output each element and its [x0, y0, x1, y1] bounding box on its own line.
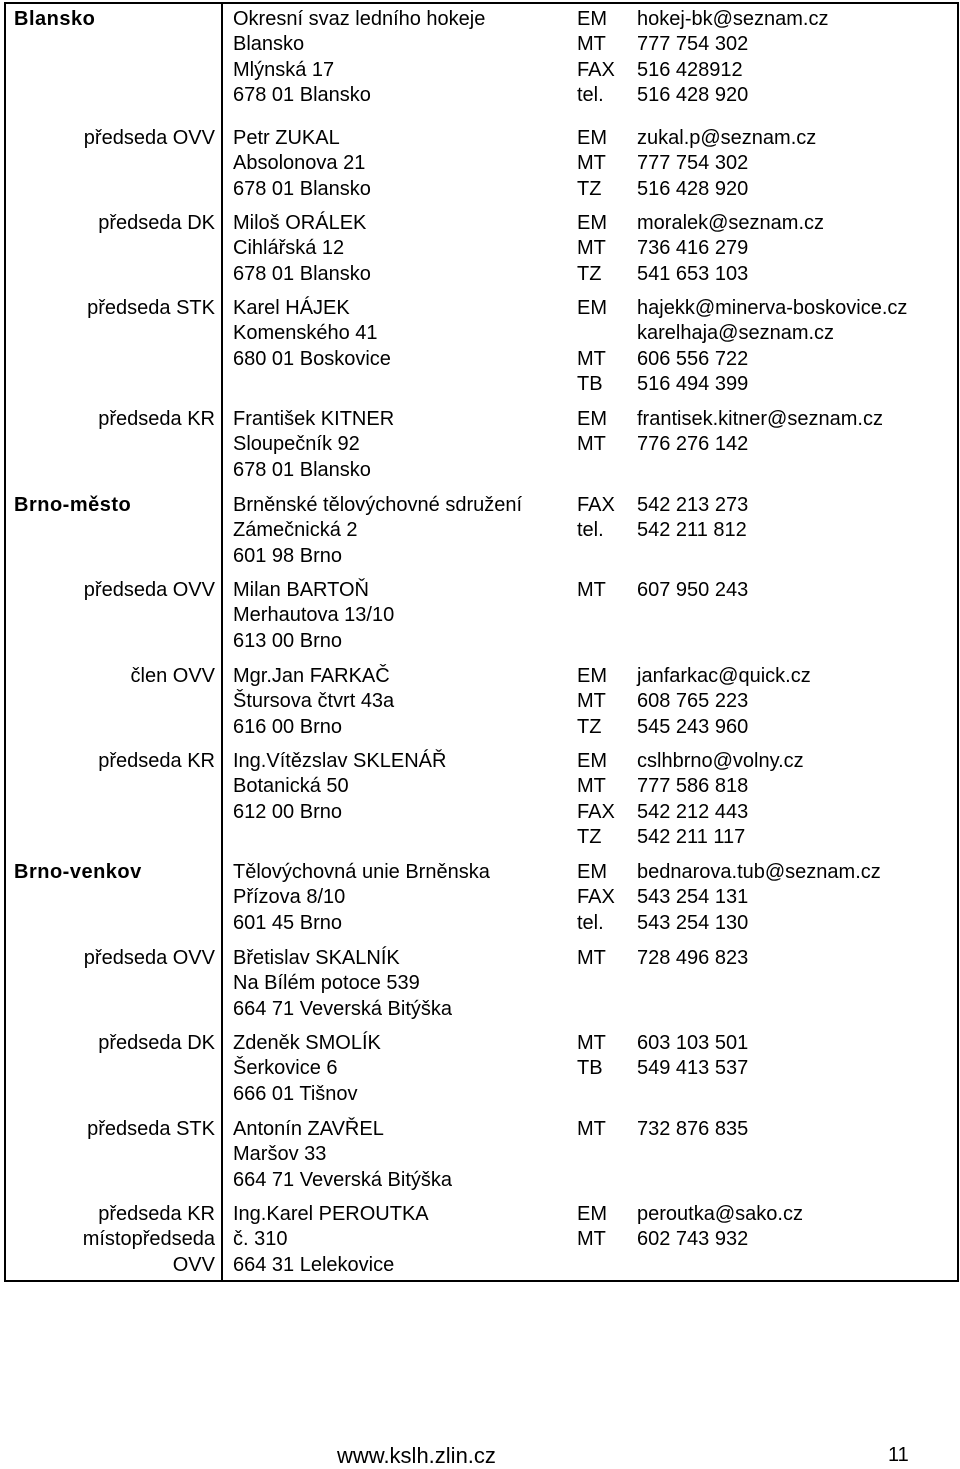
contact-line	[577, 1056, 957, 1081]
contact-line	[577, 211, 957, 236]
role-line: předseda KR	[98, 408, 215, 430]
phone-number: 603 103 501	[637, 1032, 749, 1054]
role-line: předseda OVV	[83, 947, 215, 969]
contacts-block	[561, 1117, 957, 1193]
role-label	[6, 1022, 223, 1108]
contact-line	[577, 262, 957, 287]
contact-type: MT	[577, 33, 606, 56]
role-label	[6, 1108, 223, 1193]
role-line: Blansko	[14, 8, 96, 30]
phone-number: 516 494 399	[637, 373, 749, 396]
organization-row	[6, 484, 957, 569]
phone-number: 728 496 823	[637, 947, 749, 969]
role-label	[6, 117, 223, 202]
contact-line	[577, 407, 957, 432]
contact-type: FAX	[577, 494, 615, 516]
contact-type: TB	[577, 1057, 603, 1080]
role-line: předseda OVV	[83, 579, 215, 601]
role-line: Brno-město	[14, 494, 132, 516]
contact-line	[577, 83, 957, 108]
phone-number: 602 743 932	[637, 1228, 749, 1251]
contact-type: TZ	[577, 177, 602, 200]
address-line: 601 45 Brno	[233, 911, 342, 934]
contact-line	[577, 493, 957, 518]
phone-number: 777 586 818	[637, 775, 749, 798]
address-line: 678 01 Blansko	[233, 262, 371, 285]
contact-line	[577, 296, 957, 321]
phone-number: 606 556 722	[637, 347, 749, 370]
contact-type: MT	[577, 1228, 606, 1251]
contact-line	[577, 1117, 957, 1142]
role-line: Brno-venkov	[14, 861, 142, 883]
contact-type: MT	[577, 152, 606, 175]
phone-number: 732 876 835	[637, 1118, 749, 1140]
address-line: 678 01 Blansko	[233, 458, 371, 481]
contact-line	[577, 715, 957, 740]
contact-line	[577, 1202, 957, 1227]
contact-line	[577, 58, 957, 83]
phone-number: 545 243 960	[637, 715, 749, 738]
address-block	[223, 1202, 561, 1280]
address-block	[223, 407, 561, 484]
contact-line	[577, 372, 957, 397]
contact-line	[577, 126, 957, 151]
contact-name: Miloš ORÁLEK	[233, 212, 367, 234]
address-line: Na Bílém potoce 539	[233, 972, 420, 995]
phone-number: 541 653 103	[637, 262, 749, 285]
role-label	[6, 398, 223, 484]
contact-type: EM	[577, 127, 607, 149]
contact-type: EM	[577, 408, 607, 430]
contacts-block	[561, 211, 957, 287]
address-block	[223, 664, 561, 740]
phone-number: 542 212 443	[637, 800, 749, 823]
contact-type: TZ	[577, 826, 602, 849]
contact-type: TB	[577, 373, 603, 396]
person-row	[6, 937, 957, 1022]
person-row	[6, 117, 957, 202]
phone-number: 516 428912	[637, 58, 743, 81]
role-label	[6, 1193, 223, 1280]
address-block	[223, 860, 561, 937]
contact-type: EM	[577, 1203, 607, 1225]
contact-type: EM	[577, 750, 607, 772]
contact-name: František KITNER	[233, 408, 395, 430]
address-line: Botanická 50	[233, 775, 349, 798]
contact-type: MT	[577, 1032, 606, 1054]
email-link[interactable]: peroutka@sako.cz	[637, 1203, 803, 1225]
contact-line	[577, 1227, 957, 1252]
email-link[interactable]: zukal.p@seznam.cz	[637, 127, 817, 149]
person-row	[6, 740, 957, 851]
role-label	[6, 937, 223, 1022]
address-block	[223, 493, 561, 569]
address-block	[223, 1117, 561, 1193]
contact-line	[577, 749, 957, 774]
role-line: předseda STK	[87, 297, 215, 319]
contacts-block	[561, 7, 957, 117]
district-name	[6, 4, 223, 117]
role-label	[6, 655, 223, 740]
person-row	[6, 202, 957, 287]
address-line: Komenského 41	[233, 322, 378, 345]
contacts-block	[561, 296, 957, 398]
email-link[interactable]: moralek@seznam.cz	[637, 212, 825, 234]
contact-line	[577, 321, 957, 346]
contacts-block	[561, 1202, 957, 1280]
contact-line	[577, 774, 957, 799]
contact-line	[577, 911, 957, 936]
contact-name: Zdeněk SMOLÍK	[233, 1032, 381, 1054]
person-row	[6, 1108, 957, 1193]
role-label	[6, 740, 223, 851]
phone-number: 542 211 117	[637, 826, 746, 849]
contact-type: MT	[577, 1118, 606, 1140]
address-block	[223, 749, 561, 851]
person-row	[6, 398, 957, 484]
address-line: 678 01 Blansko	[233, 84, 371, 107]
address-block	[223, 211, 561, 287]
address-block	[223, 126, 561, 202]
address-line: 601 98 Brno	[233, 544, 342, 567]
contact-name: Ing.Vítězslav SKLENÁŘ	[233, 750, 447, 772]
contact-line	[577, 946, 957, 971]
contact-line	[577, 825, 957, 850]
address-line: Štursova čtvrt 43a	[233, 690, 395, 713]
contact-line	[577, 518, 957, 543]
organization-row	[6, 851, 957, 937]
contact-name: Brněnské tělovýchovné sdružení	[233, 494, 523, 516]
contact-line	[577, 885, 957, 910]
contact-name: Milan BARTOŇ	[233, 579, 369, 601]
role-line: předseda KR	[98, 1203, 215, 1225]
district-name	[6, 484, 223, 569]
person-row	[6, 1193, 957, 1280]
person-row	[6, 569, 957, 655]
contact-line	[577, 664, 957, 689]
contact-line	[577, 7, 957, 32]
address-line: Merhautova 13/10	[233, 604, 395, 627]
contact-name: Petr ZUKAL	[233, 127, 340, 149]
role-line: místopředseda	[82, 1228, 215, 1251]
contacts-block	[561, 1031, 957, 1108]
page-number: 11	[888, 1444, 909, 1466]
email-link[interactable]: karelhaja@seznam.cz	[637, 322, 835, 345]
email-link[interactable]: frantisek.kitner@seznam.cz	[637, 408, 883, 430]
address-line	[233, 372, 561, 397]
contact-name: Karel HÁJEK	[233, 297, 350, 319]
phone-number: 777 754 302	[637, 33, 749, 56]
role-label	[6, 569, 223, 655]
district-name	[6, 851, 223, 937]
person-row	[6, 1022, 957, 1108]
contact-type: MT	[577, 947, 606, 969]
phone-number: 542 211 812	[637, 519, 747, 542]
address-line: Maršov 33	[233, 1143, 327, 1166]
contact-type: MT	[577, 347, 606, 370]
contacts-block	[561, 664, 957, 740]
address-block	[223, 946, 561, 1022]
address-line: 664 31 Lelekovice	[233, 1253, 395, 1276]
phone-number: 543 254 130	[637, 911, 749, 934]
contact-type: tel.	[577, 519, 604, 542]
phone-number: 543 254 131	[637, 886, 749, 909]
contacts-block	[561, 126, 957, 202]
phone-number: 549 413 537	[637, 1057, 749, 1080]
address-line: 616 00 Brno	[233, 715, 342, 738]
contact-line	[577, 689, 957, 714]
contact-directory-table	[4, 2, 959, 1282]
contacts-block	[561, 860, 957, 937]
contacts-block	[561, 407, 957, 484]
contact-type: EM	[577, 297, 607, 319]
contact-type: MT	[577, 579, 606, 601]
address-line: č. 310	[233, 1228, 288, 1251]
contact-type: MT	[577, 237, 606, 260]
phone-number: 516 428 920	[637, 177, 749, 200]
contact-line	[577, 800, 957, 825]
address-line: Šerkovice 6	[233, 1057, 338, 1080]
phone-number: 607 950 243	[637, 579, 749, 601]
contact-name: Ing.Karel PEROUTKA	[233, 1203, 429, 1225]
contact-type	[577, 321, 637, 346]
address-line: 666 01 Tišnov	[233, 1082, 358, 1105]
contact-type: EM	[577, 861, 607, 883]
contact-type: FAX	[577, 58, 615, 81]
contact-type: tel.	[577, 911, 604, 934]
address-block	[223, 7, 561, 117]
contact-line	[577, 32, 957, 57]
address-line: 664 71 Veverská Bitýška	[233, 1168, 453, 1191]
contact-line	[577, 236, 957, 261]
contact-name: Okresní svaz ledního hokeje	[233, 8, 486, 30]
address-line: Cihlářská 12	[233, 237, 345, 260]
role-label	[6, 202, 223, 287]
email-link[interactable]: bednarova.tub@seznam.cz	[637, 861, 881, 883]
address-line: Absolonova 21	[233, 152, 366, 175]
footer-url[interactable]: www.kslh.zlin.cz	[337, 1443, 496, 1468]
contact-type: EM	[577, 8, 607, 30]
phone-number: 542 213 273	[637, 494, 749, 516]
organization-row	[6, 4, 957, 117]
address-line	[233, 825, 561, 850]
contact-type: TZ	[577, 715, 602, 738]
contacts-block	[561, 946, 957, 1022]
contact-type: MT	[577, 433, 606, 456]
role-line: předseda DK	[98, 212, 215, 234]
address-line: 612 00 Brno	[233, 800, 342, 823]
email-link[interactable]: cslhbrno@volny.cz	[637, 750, 804, 772]
address-line: 678 01 Blansko	[233, 177, 371, 200]
contacts-block	[561, 493, 957, 569]
contact-name: Břetislav SKALNÍK	[233, 947, 400, 969]
person-row	[6, 287, 957, 398]
address-line: Přízova 8/10	[233, 886, 346, 909]
address-block	[223, 296, 561, 398]
phone-number: 776 276 142	[637, 433, 749, 456]
contact-type: MT	[577, 775, 606, 798]
contact-line	[577, 347, 957, 372]
contact-name: Antonín ZAVŘEL	[233, 1118, 384, 1140]
address-line: 680 01 Boskovice	[233, 347, 391, 370]
contact-line	[577, 432, 957, 457]
role-label	[6, 287, 223, 398]
contact-type: tel.	[577, 84, 604, 107]
contact-line	[577, 860, 957, 885]
contacts-block	[561, 578, 957, 655]
contact-type: MT	[577, 690, 606, 713]
phone-number: 777 754 302	[637, 152, 749, 175]
address-line: Mlýnská 17	[233, 58, 335, 81]
email-link[interactable]: hajekk@minerva-boskovice.cz	[637, 297, 908, 319]
contact-line	[577, 151, 957, 176]
address-block	[223, 1031, 561, 1108]
address-line: Zámečnická 2	[233, 519, 358, 542]
contact-name: Tělovýchovná unie Brněnska	[233, 861, 490, 883]
role-line: předseda STK	[87, 1118, 215, 1140]
address-block	[223, 578, 561, 655]
contacts-block	[561, 749, 957, 851]
contact-line	[577, 1031, 957, 1056]
email-link[interactable]: hokej-bk@seznam.cz	[637, 8, 829, 30]
address-line: Sloupečník 92	[233, 433, 360, 456]
phone-number: 736 416 279	[637, 237, 749, 260]
contact-type: EM	[577, 665, 607, 687]
contact-type: FAX	[577, 800, 615, 823]
address-line: Blansko	[233, 33, 305, 56]
role-line: předseda KR	[98, 750, 215, 772]
person-row	[6, 655, 957, 740]
role-line: OVV	[172, 1253, 215, 1276]
contact-line	[577, 578, 957, 603]
contact-name: Mgr.Jan FARKAČ	[233, 665, 390, 687]
address-line: 613 00 Brno	[233, 629, 342, 652]
address-line: 664 71 Veverská Bitýška	[233, 997, 453, 1020]
role-line: předseda OVV	[83, 127, 215, 149]
role-line: předseda DK	[98, 1032, 215, 1054]
phone-number: 516 428 920	[637, 84, 749, 107]
phone-number: 608 765 223	[637, 690, 749, 713]
contact-type: EM	[577, 212, 607, 234]
role-line: člen OVV	[130, 665, 215, 687]
contact-type: TZ	[577, 262, 602, 285]
contact-type: FAX	[577, 886, 615, 909]
email-link[interactable]: janfarkac@quick.cz	[637, 665, 811, 687]
contact-line	[577, 177, 957, 202]
